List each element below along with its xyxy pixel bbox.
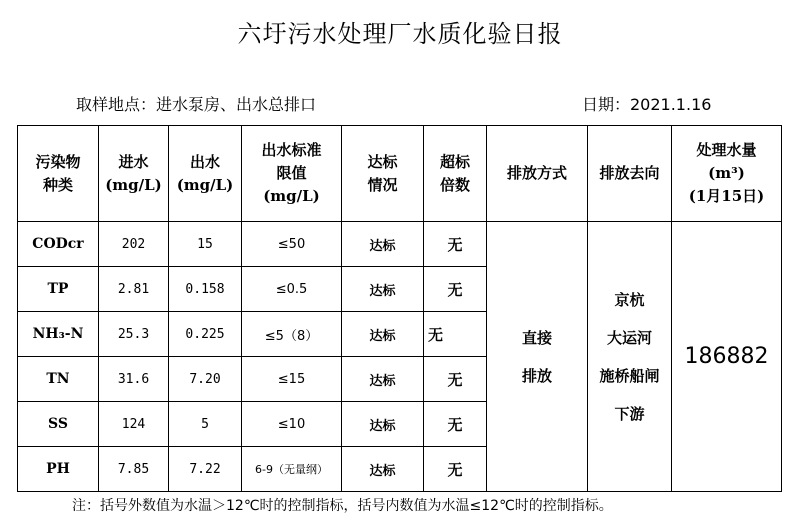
outflow-cell: 5 xyxy=(169,402,242,447)
inflow-cell: 2.81 xyxy=(99,267,169,312)
over-cell: 无 xyxy=(424,312,487,357)
inflow-cell: 7.85 xyxy=(99,447,169,492)
status-cell: 达标 xyxy=(342,357,424,402)
inflow-cell: 202 xyxy=(99,222,169,267)
header-volume-line1: 处理水量 xyxy=(696,141,757,159)
header-pollutant-line1: 污染物 xyxy=(35,152,81,171)
standard-cell: ≤5（8） xyxy=(242,312,342,357)
discharge-dest-cell xyxy=(588,222,672,492)
report-date: 日期：2021.1.16 xyxy=(582,95,712,114)
discharge-method-line1: 直接 xyxy=(521,328,552,347)
header-pollutant-line2: 种类 xyxy=(42,175,73,194)
header-status-line2: 情况 xyxy=(367,175,398,194)
standard-cell: ≤50 xyxy=(242,222,342,267)
sampling-location: 取样地点：进水泵房、出水总排口 xyxy=(76,95,317,114)
header-inflow-line1: 进水 xyxy=(118,152,149,171)
over-cell: 无 xyxy=(424,222,487,267)
over-cell: 无 xyxy=(424,402,487,447)
header-row xyxy=(18,126,782,222)
standard-cell: ≤10 xyxy=(242,402,342,447)
header-outflow-line2: (mg/L) xyxy=(176,175,234,194)
inflow-cell: 31.6 xyxy=(99,357,169,402)
discharge-dest-line4: 下游 xyxy=(614,404,645,423)
header-over-line1: 超标 xyxy=(439,152,470,171)
header-standard-line3: (mg/L) xyxy=(263,187,320,205)
header-discharge-method: 排放方式 xyxy=(487,126,588,222)
header-outflow xyxy=(169,126,242,222)
status-cell: 达标 xyxy=(342,402,424,447)
header-over xyxy=(424,126,487,222)
standard-cell: ≤0.5 xyxy=(242,267,342,312)
pollutant-cell: CODcr xyxy=(18,222,99,267)
header-pollutant xyxy=(18,126,99,222)
header-standard xyxy=(242,126,342,222)
water-quality-table xyxy=(17,125,782,492)
header-volume xyxy=(672,126,782,222)
header-status xyxy=(342,126,424,222)
header-inflow-line2: (mg/L) xyxy=(105,175,162,194)
inflow-cell: 124 xyxy=(99,402,169,447)
discharge-dest-line2: 大运河 xyxy=(606,328,652,347)
pollutant-cell: PH xyxy=(18,447,99,492)
outflow-cell: 7.20 xyxy=(169,357,242,402)
outflow-cell: 0.225 xyxy=(169,312,242,357)
over-cell: 无 xyxy=(424,447,487,492)
status-cell: 达标 xyxy=(342,312,424,357)
header-standard-line2: 限值 xyxy=(276,164,307,182)
inflow-cell: 25.3 xyxy=(99,312,169,357)
outflow-cell: 15 xyxy=(169,222,242,267)
outflow-cell: 7.22 xyxy=(169,447,242,492)
header-outflow-line1: 出水 xyxy=(189,152,220,171)
over-cell: 无 xyxy=(424,267,487,312)
footnote: 注：括号外数值为水温＞12℃时的控制指标，括号内数值为水温≤12℃时的控制指标。 xyxy=(72,498,613,514)
pollutant-cell: NH₃-N xyxy=(18,312,99,357)
standard-cell: 6-9（无量纲） xyxy=(242,447,342,492)
header-status-line1: 达标 xyxy=(367,152,398,171)
status-cell: 达标 xyxy=(342,447,424,492)
discharge-dest-line3: 施桥船闸 xyxy=(599,366,660,385)
table-row xyxy=(18,222,782,267)
volume-cell: 186882 xyxy=(672,222,782,492)
over-cell: 无 xyxy=(424,357,487,402)
header-standard-line1: 出水标准 xyxy=(261,141,322,159)
header-over-line2: 倍数 xyxy=(439,175,470,194)
pollutant-cell: SS xyxy=(18,402,99,447)
report-title: 六圩污水处理厂水质化验日报 xyxy=(237,20,563,48)
header-volume-line3: (1月15日) xyxy=(688,187,765,205)
pollutant-cell: TP xyxy=(18,267,99,312)
status-cell: 达标 xyxy=(342,267,424,312)
discharge-dest-line1: 京杭 xyxy=(614,290,645,309)
outflow-cell: 0.158 xyxy=(169,267,242,312)
discharge-method-cell xyxy=(487,222,588,492)
header-volume-line2: (m³) xyxy=(708,164,745,182)
header-discharge-dest: 排放去向 xyxy=(588,126,672,222)
pollutant-cell: TN xyxy=(18,357,99,402)
standard-cell: ≤15 xyxy=(242,357,342,402)
status-cell: 达标 xyxy=(342,222,424,267)
header-inflow xyxy=(99,126,169,222)
discharge-method-line2: 排放 xyxy=(521,366,552,385)
